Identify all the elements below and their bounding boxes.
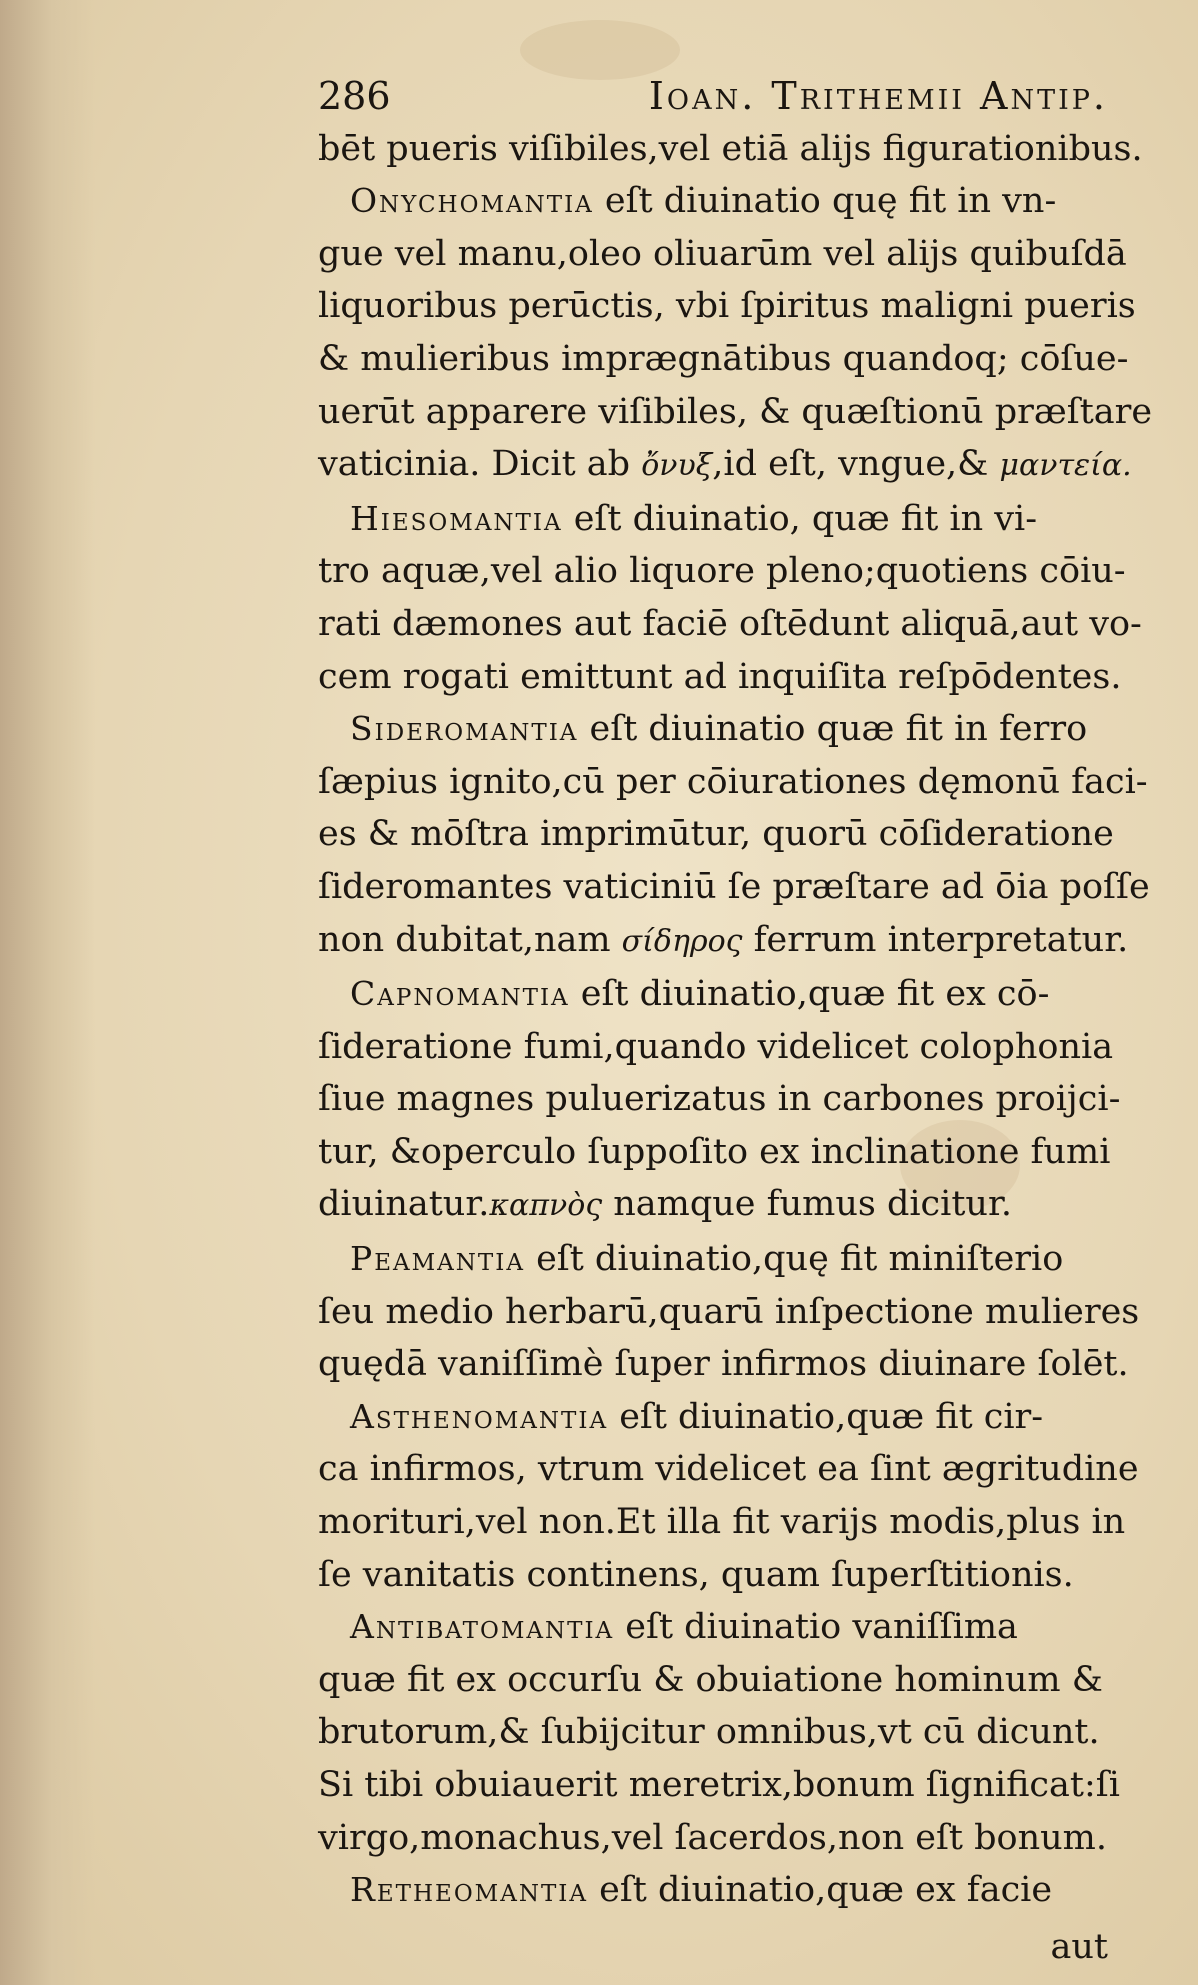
line-text: ſæpius ignito,cū per cōiurationes dęmonū faci- [318,761,1148,802]
line-text: ſeu medio herbarū,quarū inſpectione mulieres [318,1291,1140,1332]
line-text: ferrum interpretatur. [742,919,1129,960]
text-line [318,651,1122,704]
line-text: ſideratione fumi,quando videlicet colophonia [318,1026,1114,1067]
text-line [318,228,1127,281]
line-text: eſt diuinatio quę fit in vn- [593,181,1057,222]
text-line [318,1443,1139,1496]
line-text: & mulieribus imprægnātibus quandoq; cōſue- [318,338,1129,379]
text-line [318,914,1129,969]
text-line [318,598,1142,651]
line-text: rati dæmones aut faciē oſtēdunt aliquā,aut vo- [318,603,1142,644]
text-line [318,1338,1129,1391]
greek-word: σίδηρος [621,923,743,959]
page-number: 286 [318,74,391,118]
text-line [318,861,1150,914]
line-text: tro aquæ,vel alio liquore pleno;quotiens cōiu- [318,551,1126,592]
line-text: diuinatur. [318,1184,490,1225]
line-text: ſe vanitatis continens, quam ſuperſtitionis. [318,1554,1074,1595]
text-line [318,1706,1108,1759]
greek-word: μαντεία. [999,448,1132,484]
text-line [318,1864,1108,1917]
paragraph [318,1391,1139,1601]
text-line [318,1496,1126,1549]
text-line [318,756,1148,809]
line-text: eſt diuinatio,quæ fit cir- [608,1396,1044,1437]
divination-term: Sideromantia [350,709,579,749]
paragraph [318,493,1142,703]
text-line [318,808,1114,861]
text-line [318,1812,1108,1865]
line-text: ca infirmos, vtrum videlicet ea ſint ægritudine [318,1449,1139,1490]
line-text: brutorum,& ſubijcitur omnibus,vt cū dicunt. [318,1712,1100,1753]
paragraph [318,968,1121,1233]
line-text: gue vel manu,oleo oliuarūm vel alijs quibuſdā [318,233,1127,274]
divination-term: Onychomantia [350,181,594,221]
greek-word: καπνὸς [489,1188,603,1224]
line-text: liquoribus perūctis, vbi ſpiritus maligni pueris [318,286,1136,327]
text-line [318,1126,1111,1179]
line-text: ſiue magnes puluerizatus in carbones proijci- [318,1079,1121,1120]
paragraph [318,1601,1120,1864]
text-line [318,175,1108,228]
line-text: namque fumus dicitur. [602,1184,1012,1225]
text-line [318,1759,1120,1812]
text-line [318,386,1153,439]
line-text: quæ fit ex occurſu & obuiatione hominum & [318,1659,1103,1700]
line-text: vaticinia. Dicit ab [318,444,642,485]
paragraph [318,703,1150,968]
line-text: tur, &operculo ſuppoſito ex inclinatione fumi [318,1131,1111,1172]
text-line [318,1021,1114,1074]
paragraph [318,123,1143,176]
line-text: eſt diuinatio, quæ fit in vi- [562,498,1038,539]
text-block [318,70,1153,1973]
line-text: quędā vaniſſimè ſuper infirmos diuinare ſolēt. [318,1344,1129,1385]
divination-term: Peamantia [350,1239,525,1279]
text-line [318,493,1108,546]
text-line [318,438,1132,493]
divination-term: Asthenomantia [350,1396,609,1436]
text-line [318,1391,1108,1444]
line-text: non dubitat,nam [318,919,622,960]
line-text: cem rogati emittunt ad inquiſita reſpōdentes. [318,656,1122,697]
divination-term: Antibatomantia [350,1607,615,1647]
paragraph [318,1233,1140,1391]
text-line [318,1654,1108,1707]
running-head: Ioan. Trithemii Antip. [648,74,1108,118]
greek-word: ὄνυξ [641,448,713,484]
line-text: ,id eſt, vngue,& [712,444,1000,485]
catchword: aut [1050,1926,1108,1967]
text-line [318,1233,1108,1286]
paragraph [318,175,1153,493]
text-line [318,280,1136,333]
text-line [318,123,1143,176]
text-line [318,333,1129,386]
line-text: eſt diuinatio quæ fit in ferro [578,709,1088,750]
line-text: es & mōſtra imprimūtur, quorū cōſideratione [318,814,1114,855]
line-text: Si tibi obuiauerit meretrix,bonum ſignificat:ſi [318,1765,1120,1805]
line-text: eſt diuinatio,quę fit miniſterio [524,1239,1064,1280]
line-text: morituri,vel non.Et illa fit varijs modis,plus in [318,1502,1126,1543]
line-text: uerūt apparere viſibiles, & quæſtionū præſtare [318,391,1153,432]
divination-term: Retheomantia [350,1870,589,1910]
text-line [318,703,1108,756]
line-text: ſideromantes vaticiniū ſe præſtare ad ōia poſſe [318,866,1150,907]
line-text: eſt diuinatio vaniſſima [614,1607,1018,1648]
text-line [318,1073,1121,1126]
line-text: eſt diuinatio,quæ fit ex cō- [569,974,1050,1015]
text-line [318,968,1108,1021]
text-line [318,1549,1108,1602]
divination-term: Hiesomantia [350,498,563,538]
line-text: bēt pueris viſibiles,vel etiā alijs figurationibus. [318,128,1143,169]
line-text: virgo,monachus,vel ſacerdos,non eſt bonum. [318,1817,1107,1858]
line-text: eſt diuinatio,quæ ex facie [588,1870,1053,1911]
paragraph [318,1864,1108,1917]
text-line [318,1178,1108,1233]
text-line [318,1601,1108,1654]
body-text [318,123,1153,1917]
page-gutter [0,0,95,1985]
text-line [318,545,1126,598]
divination-term: Capnomantia [350,974,570,1014]
running-header [318,70,1108,123]
text-line [318,1286,1140,1339]
